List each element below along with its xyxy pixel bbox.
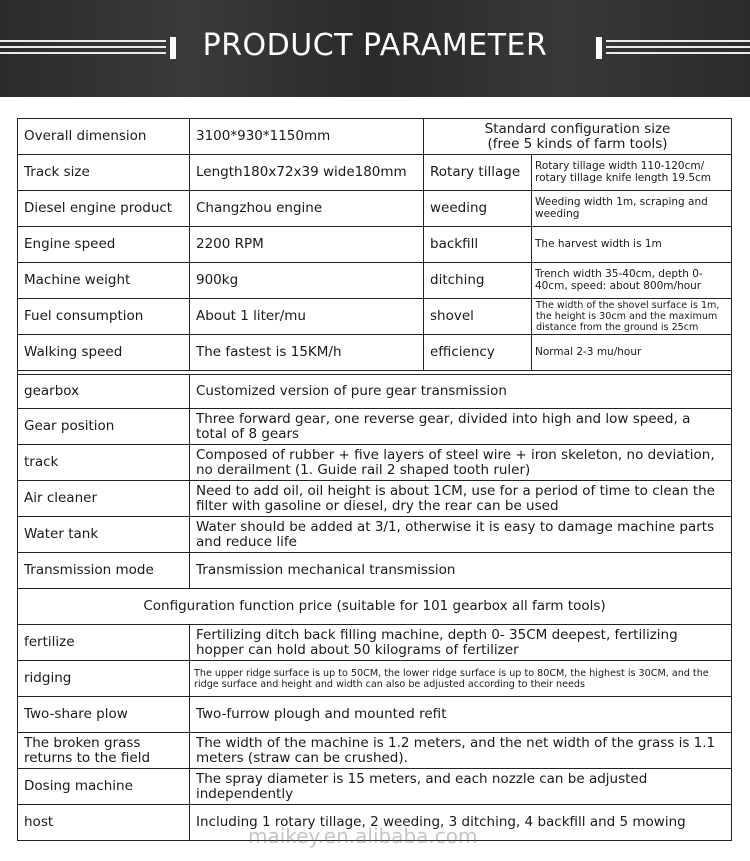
page-title: PRODUCT PARAMETER bbox=[202, 28, 548, 63]
tool-name: backfill bbox=[424, 227, 532, 263]
spec-label: Gear position bbox=[18, 409, 190, 445]
table-row bbox=[18, 805, 732, 841]
table-row bbox=[18, 697, 732, 733]
tool-detail: Rotary tillage width 110-120cm/ rotary tillage knife length 19.5cm bbox=[532, 155, 732, 191]
tool-name: weeding bbox=[424, 191, 532, 227]
spec-label: Diesel engine product bbox=[18, 191, 190, 227]
table-row bbox=[18, 733, 732, 769]
spec-value: The fastest is 15KM/h bbox=[190, 335, 424, 371]
table-row bbox=[18, 299, 732, 335]
standard-config-heading: Standard configuration size (free 5 kinds of farm tools) bbox=[424, 119, 732, 155]
tool-detail: Trench width 35-40cm, depth 0-40cm, speed: about 800m/hour bbox=[532, 263, 732, 299]
spec-value: Changzhou engine bbox=[190, 191, 424, 227]
tool-detail: Normal 2-3 mu/hour bbox=[532, 335, 732, 371]
tool-detail: Weeding width 1m, scraping and weeding bbox=[532, 191, 732, 227]
function-label: ridging bbox=[18, 661, 190, 697]
spec-label: Track size bbox=[18, 155, 190, 191]
function-value: Two-furrow plough and mounted refit bbox=[190, 697, 732, 733]
spec-value: 900kg bbox=[190, 263, 424, 299]
spec-value: Water should be added at 3/1, otherwise it is easy to damage machine parts and reduce life bbox=[190, 517, 732, 553]
function-value: The spray diameter is 15 meters, and each nozzle can be adjusted independently bbox=[190, 769, 732, 805]
spec-label: gearbox bbox=[18, 375, 190, 409]
function-label: host bbox=[18, 805, 190, 841]
spec-value: Composed of rubber + five layers of steel wire + iron skeleton, no deviation, no derailment (1. Guide rail 2 shaped tooth ruler) bbox=[190, 445, 732, 481]
table-row bbox=[18, 661, 732, 697]
tool-name: efficiency bbox=[424, 335, 532, 371]
table-row bbox=[18, 769, 732, 805]
spec-value: Transmission mechanical transmission bbox=[190, 553, 732, 589]
table-row bbox=[18, 155, 732, 191]
table-row bbox=[18, 119, 732, 155]
tool-detail: The harvest width is 1m bbox=[532, 227, 732, 263]
function-value: Fertilizing ditch back filling machine, depth 0- 35CM deepest, fertilizing hopper can hold about 50 kilograms of fertilizer bbox=[190, 625, 732, 661]
spec-label: Air cleaner bbox=[18, 481, 190, 517]
table-row bbox=[18, 191, 732, 227]
tool-name: shovel bbox=[424, 299, 532, 335]
table-row bbox=[18, 553, 732, 589]
spec-label: Engine speed bbox=[18, 227, 190, 263]
tool-detail: The width of the shovel surface is 1m, the height is 30cm and the maximum distance from the ground is 25cm bbox=[532, 299, 732, 335]
function-label: Two-share plow bbox=[18, 697, 190, 733]
function-label: fertilize bbox=[18, 625, 190, 661]
function-value: The width of the machine is 1.2 meters, and the net width of the grass is 1.1 meters (straw can be crushed). bbox=[190, 733, 732, 769]
table-row bbox=[18, 263, 732, 299]
spec-label: Transmission mode bbox=[18, 553, 190, 589]
spec-label: Walking speed bbox=[18, 335, 190, 371]
table-row bbox=[18, 445, 732, 481]
spacer bbox=[0, 97, 750, 117]
spec-value: Length180x72x39 wide180mm bbox=[190, 155, 424, 191]
spec-label: Water tank bbox=[18, 517, 190, 553]
header-banner bbox=[0, 0, 750, 97]
spec-value: About 1 liter/mu bbox=[190, 299, 424, 335]
table-row bbox=[18, 481, 732, 517]
config-price-heading: Configuration function price (suitable for 101 gearbox all farm tools) bbox=[18, 589, 732, 625]
table-row bbox=[18, 409, 732, 445]
table-row bbox=[18, 625, 732, 661]
spec-label: track bbox=[18, 445, 190, 481]
spec-value: 2200 RPM bbox=[190, 227, 424, 263]
table-row bbox=[18, 375, 732, 409]
spec-value: 3100*930*1150mm bbox=[190, 119, 424, 155]
tool-name: ditching bbox=[424, 263, 532, 299]
table-row bbox=[18, 335, 732, 371]
function-label: The broken grass returns to the field bbox=[18, 733, 190, 769]
function-label: Dosing machine bbox=[18, 769, 190, 805]
spec-label: Machine weight bbox=[18, 263, 190, 299]
spec-value: Three forward gear, one reverse gear, divided into high and low speed, a total of 8 gears bbox=[190, 409, 732, 445]
watermark-text: maikey.en.alibaba.com bbox=[248, 824, 478, 848]
tool-name: Rotary tillage bbox=[424, 155, 532, 191]
table-row bbox=[18, 517, 732, 553]
spec-value: Customized version of pure gear transmission bbox=[190, 375, 732, 409]
function-value: Including 1 rotary tillage, 2 weeding, 3 ditching, 4 backfill and 5 mowing bbox=[190, 805, 732, 841]
spec-label: Fuel consumption bbox=[18, 299, 190, 335]
table-row bbox=[18, 227, 732, 263]
table-row bbox=[18, 589, 732, 625]
spec-value: Need to add oil, oil height is about 1CM, use for a period of time to clean the filter with gasoline or diesel, dry the rear can be used bbox=[190, 481, 732, 517]
function-value: The upper ridge surface is up to 50CM, the lower ridge surface is up to 80CM, the highest is 30CM, and the ridge surface and height and width can also be adjusted according to their needs bbox=[190, 661, 732, 697]
spec-label: Overall dimension bbox=[18, 119, 190, 155]
parameter-table bbox=[17, 118, 732, 841]
